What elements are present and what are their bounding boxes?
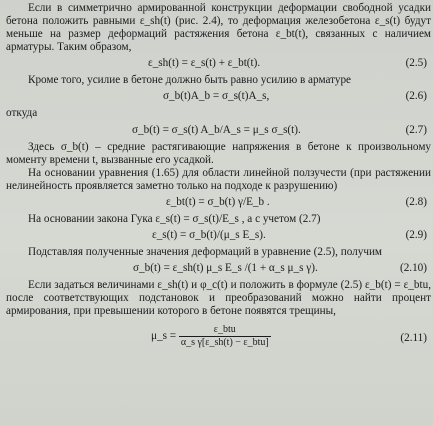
equation-2-9 <box>6 229 431 244</box>
page-content <box>6 2 431 358</box>
equation-2-11-denominator: α_s γ[ε_sh(t) − ε_btu] <box>180 337 269 349</box>
equation-2-8 <box>6 196 431 211</box>
equation-2-11-numerator: ε_btu <box>179 324 271 337</box>
paragraph-4: Здесь σ_b(t) – средние растягивающие напряжения в бетоне к произвольному моменту времени t, вызванные его усадкой. <box>6 140 431 166</box>
paragraph-3: откуда <box>6 107 38 120</box>
equation-2-5-number: (2.5) <box>405 57 427 70</box>
equation-2-11-lhs: μ_s = <box>151 330 177 343</box>
equation-2-10 <box>6 262 431 277</box>
equation-2-10-expression: σ_b(t) = ε_sh(t) μ_s E_s /(1 + α_s μ_s γ). <box>133 262 318 275</box>
equation-2-11 <box>6 322 431 356</box>
equation-2-7-number: (2.7) <box>405 123 427 136</box>
paragraph-7: Подставляя полученные значения деформаций в уравнение (2.5), получим <box>28 246 383 259</box>
paragraph-2: Кроме того, усилие в бетоне должно быть равно усилию в арматуре <box>28 74 352 87</box>
equation-2-9-expression: ε_s(t) = σ_b(t)/(μ_s E_s). <box>152 229 266 242</box>
equation-2-5-expression: ε_sh(t) = ε_s(t) + ε_bt(t). <box>148 57 261 70</box>
paragraph-1: Если в симметрично армированной конструкции деформации свободной усадки бетона положить равными ε_sh(t) (рис. 2.4), то деформация железобетона ε_s(t) будут меньше на размер деформаций растяжения бетона ε_bt(t), связанных с наличием арматуры. Таким образом, <box>6 2 431 54</box>
equation-2-10-number: (2.10) <box>399 262 427 275</box>
equation-2-9-number: (2.9) <box>405 229 427 242</box>
equation-2-5 <box>6 57 431 72</box>
equation-2-6-number: (2.6) <box>405 90 427 103</box>
equation-2-6 <box>6 90 431 105</box>
equation-2-8-number: (2.8) <box>405 195 427 208</box>
equation-2-11-number: (2.11) <box>400 332 427 345</box>
paragraph-6: На основании закона Гука ε_s(t) = σ_s(t)/E_s , а с учетом (2.7) <box>28 212 321 225</box>
equation-2-7 <box>6 124 431 139</box>
equation-2-8-expression: ε_bt(t) = σ_b(t) γ/E_b . <box>166 195 270 208</box>
equation-2-7-expression: σ_b(t) = σ_s(t) A_b/A_s = μ_s σ_s(t). <box>132 123 301 136</box>
paragraph-5: На основании уравнения (1.65) для области линейной ползучести (при растяжении нелинейность проявляется заметно только на подходе к разрушению) <box>6 166 431 192</box>
equation-2-11-expression <box>151 324 271 349</box>
paragraph-8: Если задаться величинами ε_sh(t) и φ_c(t) и положить в формуле (2.5) ε_b(t) = ε_btu, после соответствующих подстановок и преобразований можно найти процент армирования, при превышении которого в бетоне появятся трещины, <box>6 279 431 318</box>
equation-2-6-expression: σ_b(t)A_b = σ_s(t)A_s, <box>163 90 270 103</box>
equation-2-11-fraction <box>179 324 271 349</box>
